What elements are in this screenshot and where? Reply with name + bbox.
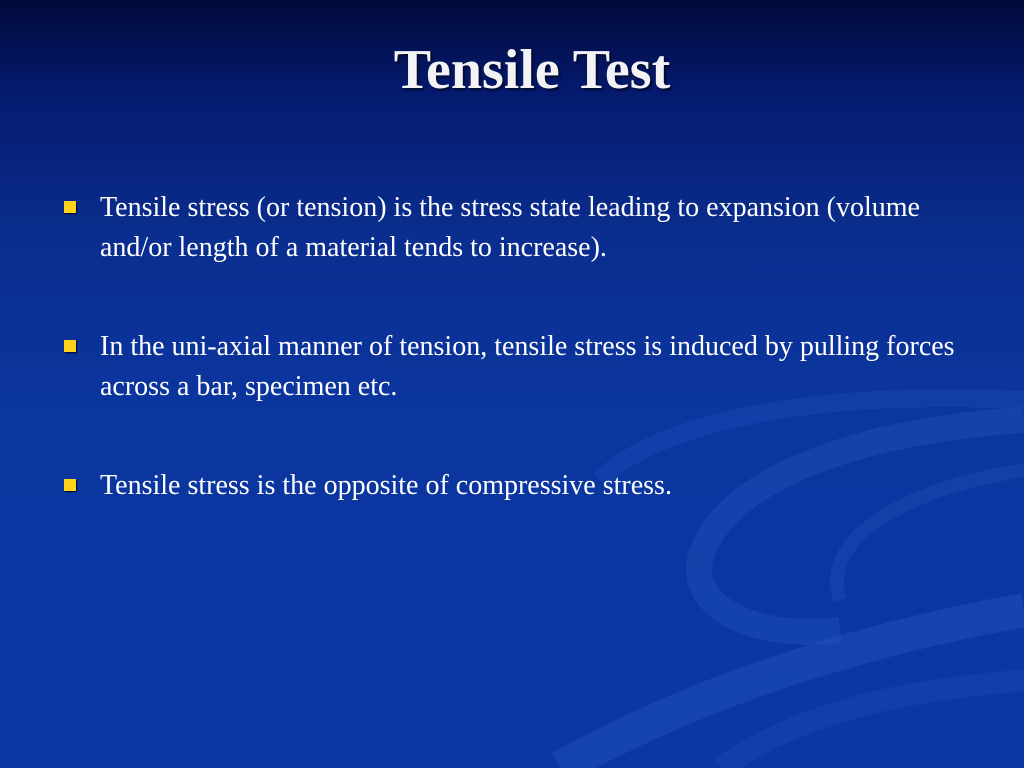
bullet-text: In the uni-axial manner of tension, tensile stress is induced by pulling forces across a bar, specimen etc. [100,331,955,402]
bullet-text: Tensile stress (or tension) is the stress state leading to expansion (volume and/or length of a material tends to increase). [100,192,920,263]
bullet-item [62,466,962,506]
bullet-square-icon [64,201,76,213]
slide-title: Tensile Test [393,39,671,101]
bullet-list [62,188,962,506]
bullet-text: Tensile stress is the opposite of compressive stress. [100,470,672,501]
bullet-square-icon [64,479,76,491]
bullet-square-icon [64,340,76,352]
bullet-item [62,327,962,407]
bullet-item [62,188,962,268]
